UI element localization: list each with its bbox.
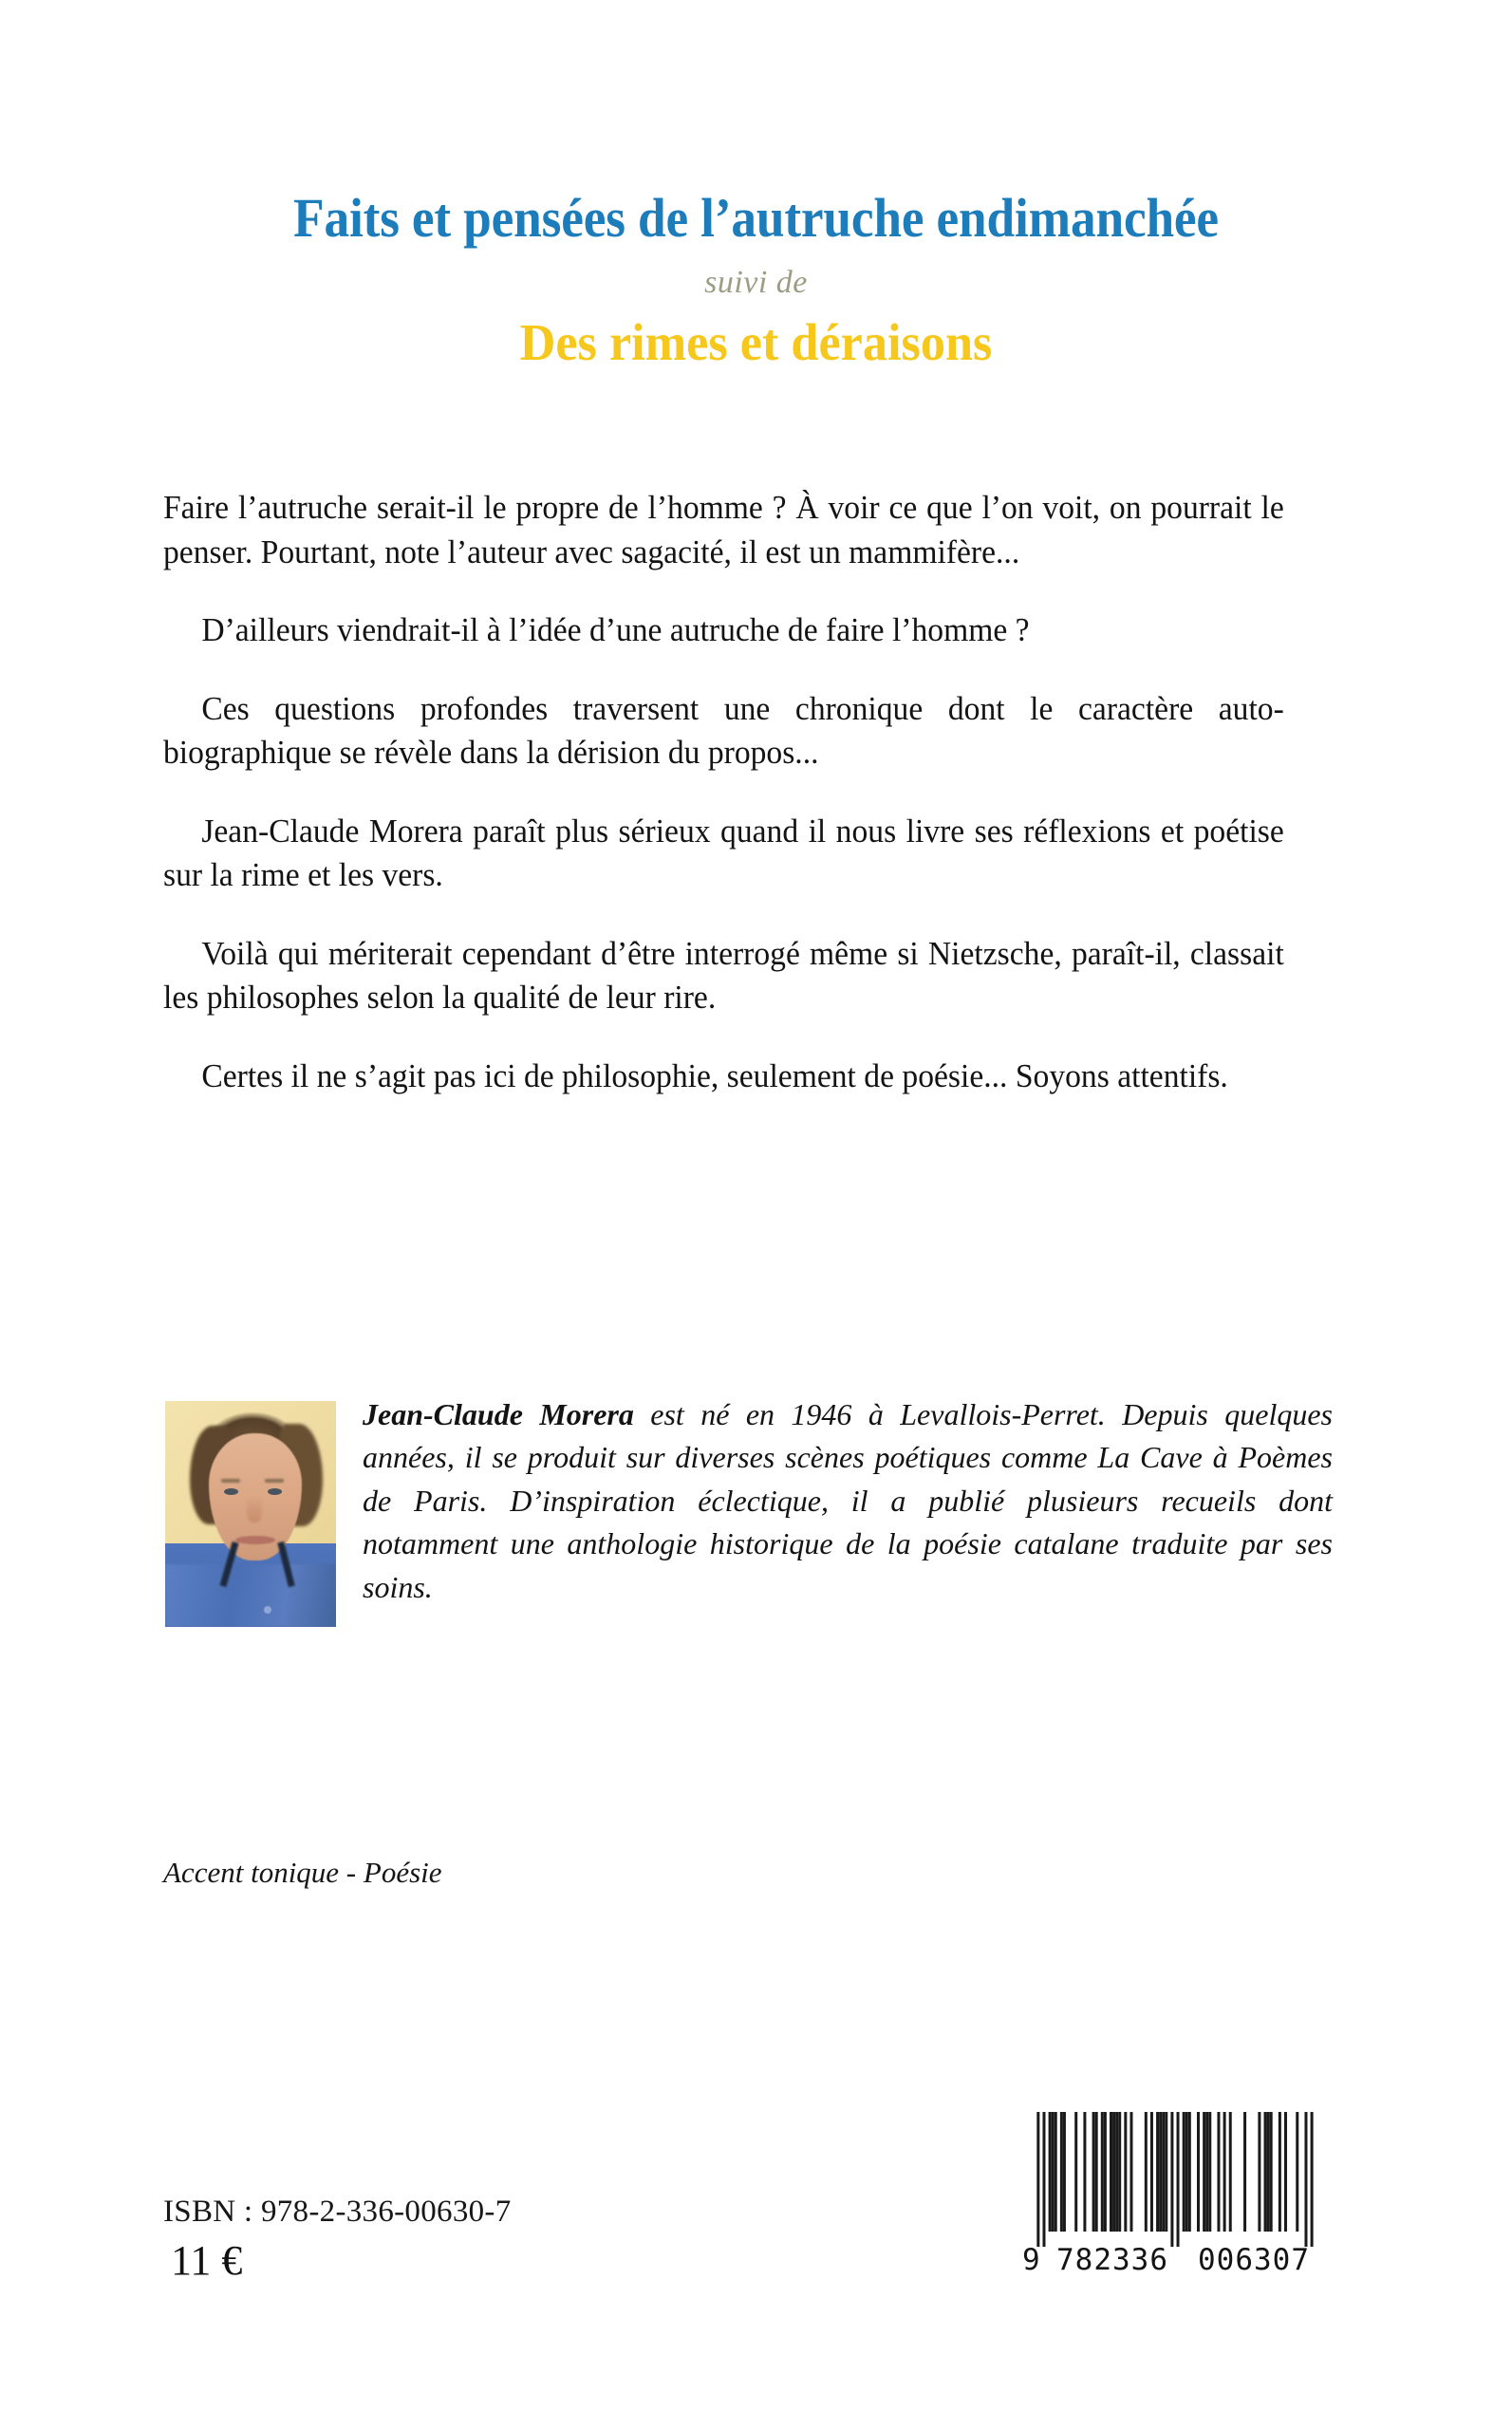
author-name: Jean-Claude Morera <box>363 1397 634 1431</box>
barcode-digit-left: 9 <box>1022 2243 1041 2277</box>
barcode <box>1022 2112 1328 2279</box>
portrait-mouth <box>235 1536 275 1544</box>
barcode-digits <box>1022 2243 1328 2279</box>
author-bio-body: est né en 1946 à Levallois-Perret. Depuis quelques années, il se produit sur diverses scènes poétiques comme La Cave à Poèmes de Paris. D’inspiration éclectique, il a publié plusieurs recueils dont notamment une anthologie historique de la poésie catalane traduite par ses soins. <box>363 1397 1334 1604</box>
isbn-text: ISBN : 978-2-336-00630-7 <box>163 2195 512 2229</box>
author-bio-block <box>165 1393 1333 1609</box>
price-text: 11 € <box>171 2237 243 2284</box>
blurb-paragraph: D’ailleurs viendrait-il à l’idée d’une autruche de faire l’homme ? <box>201 611 1030 649</box>
title-block <box>0 187 1512 372</box>
author-bio-text <box>363 1393 1333 1609</box>
blurb-paragraph: Faire l’autruche serait-il le propre de l’homme ? À voir ce que l’on voit, on pourrait le penser. Pourtant, note l’auteur avec sagacité, il est un mammifère... <box>163 489 1284 570</box>
collection-label: Accent tonique - Poésie <box>163 1856 442 1889</box>
barcode-digit-group-right: 006307 <box>1198 2243 1310 2277</box>
portrait-brow-right <box>265 1479 284 1483</box>
portrait-eye-left <box>224 1488 238 1495</box>
barcode-digit-group-left: 782336 <box>1056 2243 1168 2277</box>
portrait-shirt-button <box>264 1606 271 1614</box>
author-portrait-photo <box>165 1401 336 1627</box>
portrait-eye-right <box>268 1488 282 1495</box>
portrait-nose <box>247 1496 262 1523</box>
page-title: Faits et pensées de l’autruche endimanchée <box>293 187 1219 249</box>
blurb-text-block <box>163 486 1331 1098</box>
blurb-paragraph: Certes il ne s’agit pas ici de philosophie, seulement de poésie... Soyons attentifs. <box>201 1056 1228 1094</box>
portrait-brow-left <box>221 1479 240 1483</box>
blurb-paragraph: Ces questions profondes traversent une chronique dont le caractère auto-biographique se révèle dans la dérision du propos... <box>163 689 1284 772</box>
blurb-paragraph: Jean-Claude Morera paraît plus sérieux quand il nous livre ses réflexions et poétise sur la rime et les vers. <box>163 812 1284 894</box>
barcode-bars <box>1022 2112 1328 2247</box>
blurb-paragraph: Voilà qui mériterait cependant d’être interrogé même si Nietzsche, paraît-il, classait les philosophes selon la qualité de leur rire. <box>163 934 1284 1017</box>
portrait-shirt <box>165 1564 336 1627</box>
page-subtitle: Des rimes et déraisons <box>519 312 993 371</box>
title-connector: suivi de <box>704 264 808 300</box>
